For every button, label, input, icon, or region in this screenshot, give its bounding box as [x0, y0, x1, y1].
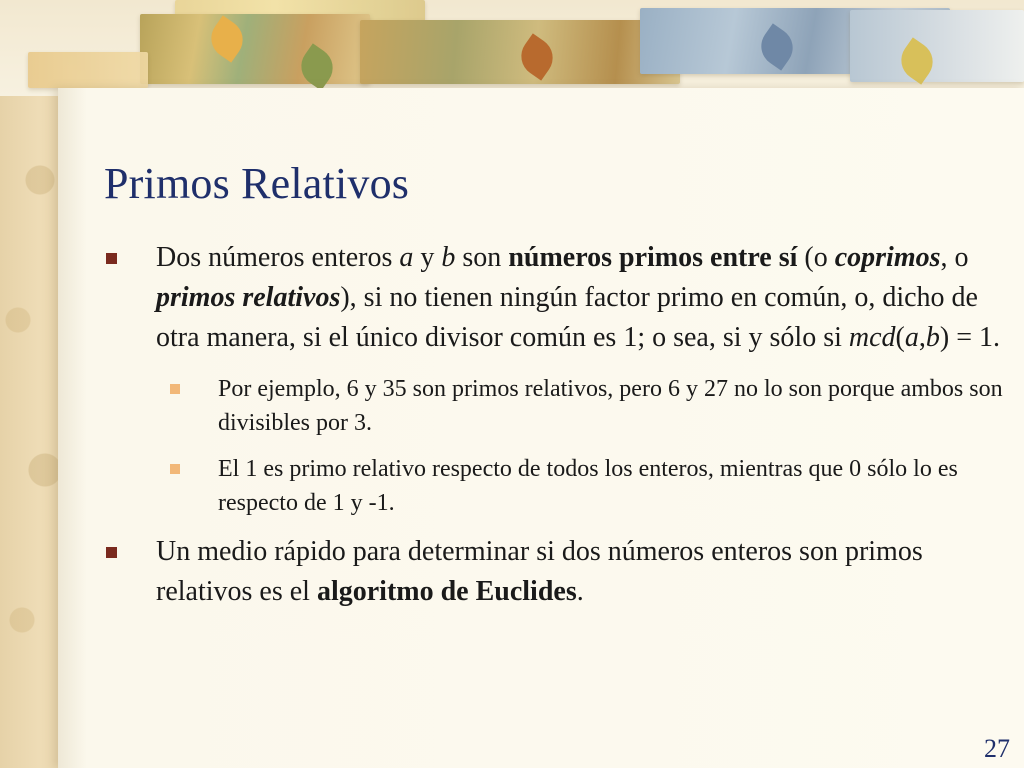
square-bullet-icon: [170, 464, 180, 474]
parchment-border: [0, 0, 64, 768]
bold-term: algoritmo de Euclides: [316, 576, 577, 607]
bullet-item: [104, 532, 1004, 612]
sub-bullet-text: El 1 es primo relativo respecto de todos los enteros, mientras que 0 sólo lo es respecto de 1 y -1.: [218, 456, 958, 516]
bullet-text: (: [895, 322, 905, 353]
square-bullet-icon: [106, 253, 117, 264]
bullet-text: son: [455, 242, 509, 273]
banner-strip: [28, 52, 148, 88]
bullet-text: ,: [918, 322, 926, 353]
sub-bullet-item: [104, 452, 1004, 520]
slide-content: [104, 238, 1004, 626]
variable-a: a: [904, 322, 919, 353]
bullet-text: Un medio rápido para determinar si dos números enteros son primos relativos es el: [156, 536, 923, 607]
bold-italic-term: coprimos: [834, 242, 941, 273]
variable-b: b: [441, 242, 456, 273]
variable-b: b: [925, 322, 940, 353]
bullet-text: ) = 1.: [939, 322, 1000, 353]
bullet-text: ), si no tienen ningún factor primo en común, o, dicho de otra manera, si el único divisor común es 1; o sea, si y sólo si: [156, 282, 978, 353]
bullet-item: [104, 238, 1004, 358]
bullet-text: Dos números enteros: [156, 242, 400, 273]
slide-title: Primos Relativos: [104, 159, 410, 208]
variable-a: a: [399, 242, 414, 273]
bullet-text: y: [413, 242, 442, 273]
banner-strip: [360, 20, 680, 84]
sub-bullet-item: [104, 372, 1004, 440]
bullet-text: .: [576, 576, 584, 607]
square-bullet-icon: [106, 547, 117, 558]
function-mcd: mcd: [848, 322, 896, 353]
banner-strip: [140, 14, 370, 84]
bullet-text: (o: [797, 242, 835, 273]
bullet-text: , o: [940, 242, 969, 273]
bold-italic-term: primos relativos: [156, 282, 341, 313]
bold-term: números primos entre sí: [508, 242, 798, 273]
decorative-banner: [0, 0, 1024, 96]
banner-strip: [850, 10, 1024, 82]
page-number: 27: [984, 734, 1010, 763]
square-bullet-icon: [170, 384, 180, 394]
sub-bullet-text: Por ejemplo, 6 y 35 son primos relativos, pero 6 y 27 no lo son porque ambos son divisibles por 3.: [218, 376, 1003, 436]
